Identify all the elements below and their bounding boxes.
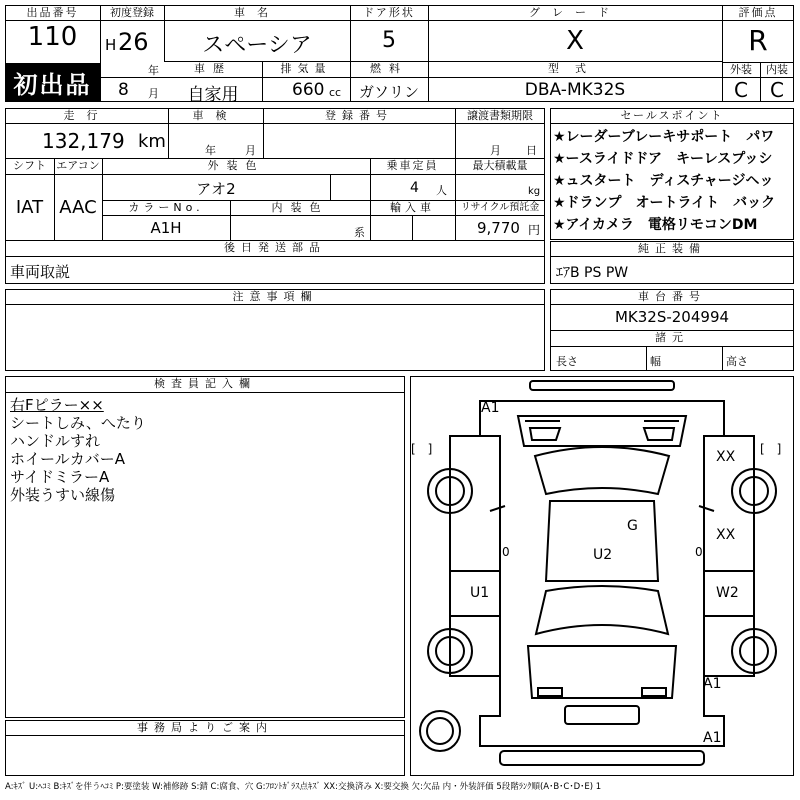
sales-line: ★ースライドドア キーレスプッシ — [553, 151, 773, 167]
office-notice-label: 事務局よりご案内 — [137, 721, 273, 734]
year-unit: 年 — [148, 64, 159, 77]
shift-label: シフト — [13, 159, 46, 172]
interior-color-unit: 系 — [354, 226, 365, 239]
registration-era: H — [105, 36, 117, 54]
chassis-number-label: 車台番号 — [638, 290, 706, 303]
height-label: 高さ — [726, 355, 748, 368]
doors: 5 — [382, 28, 396, 53]
length-label: 長さ — [556, 355, 578, 368]
inspection-label: 車検 — [192, 109, 239, 122]
inspector-line: サイドミラーA — [10, 468, 110, 486]
genuine-equipment-label: 純正装備 — [638, 242, 706, 255]
capacity-label: 乗車定員 — [386, 159, 439, 172]
interior-color-label: 内装色 — [271, 201, 329, 214]
color-no-label: カラーNo. — [128, 201, 204, 214]
inspector-notes-label: 検査員記入欄 — [154, 377, 256, 390]
door-label: ドア形状 — [363, 6, 415, 19]
grade: X — [566, 26, 584, 56]
car-name-label: 車名 — [234, 6, 280, 19]
notes-label: 注意事項欄 — [232, 290, 318, 303]
mileage: 132,179 — [42, 129, 125, 153]
sales-line: ★レーダーブレーキサポート パワ — [553, 129, 775, 145]
sales-points-lines — [553, 126, 793, 238]
model: DBA-MK32S — [524, 80, 626, 100]
inspector-line: 外装うすい線傷 — [10, 486, 116, 504]
capacity-unit: 人 — [436, 184, 447, 197]
damage-mark: XX — [716, 449, 736, 465]
later-parts-label: 後日発送部品 — [224, 241, 326, 254]
damage-mark: A1 — [703, 730, 722, 746]
svg-text:0: 0 — [502, 545, 510, 559]
lot-number-label: 出品番号 — [26, 6, 79, 19]
later-parts-value: 車両取説 — [10, 263, 71, 281]
model-label: 型式 — [548, 62, 602, 75]
car-name: スペーシア — [202, 33, 312, 58]
grade-label: グレード — [529, 6, 621, 19]
damage-mark: W2 — [716, 585, 739, 601]
inspector-line: ハンドルすれ — [10, 432, 101, 450]
lot-number: 110 — [27, 22, 78, 52]
svg-text:0: 0 — [695, 545, 703, 559]
displacement-unit: cc — [329, 86, 342, 99]
inspection-year-unit: 年 — [205, 144, 216, 157]
score-label: 評価点 — [738, 6, 778, 19]
score: R — [748, 24, 768, 57]
ac: AAC — [59, 197, 97, 218]
transfer-month-unit: 月 — [490, 144, 501, 157]
damage-mark: U2 — [593, 547, 613, 563]
chassis-number: MK32S-204994 — [614, 308, 730, 326]
recycle-fee-unit: 円 — [528, 223, 541, 237]
exterior-color-label: 外装色 — [207, 159, 265, 172]
mileage-unit: km — [138, 131, 166, 152]
width-label: 幅 — [650, 355, 661, 368]
exterior-color: アオ2 — [196, 180, 236, 198]
sales-line: ★ドランプ オートライト バック — [553, 195, 776, 211]
damage-mark: U1 — [470, 585, 490, 601]
right-bracket: [ ] — [760, 442, 782, 456]
interior-label: 内装 — [766, 63, 788, 76]
first-listing-badge-text: 初出品 — [13, 71, 92, 99]
shift: IAT — [15, 197, 44, 218]
history: 自家用 — [187, 85, 239, 105]
inspector-line: 右Fピラー×× — [10, 396, 104, 414]
transfer-day-unit: 日 — [526, 144, 537, 157]
mileage-label: 走行 — [63, 109, 110, 122]
genuine-equipment: ｴｱB PS PW — [556, 265, 629, 281]
recycle-fee-label: リサイクル預託金 — [460, 202, 540, 213]
damage-mark: XX — [716, 527, 736, 543]
displacement: 660 — [292, 80, 325, 100]
recycle-fee: 9,770 — [477, 219, 520, 237]
exterior-label: 外装 — [730, 63, 752, 76]
damage-mark: G — [627, 518, 638, 534]
sales-points-label: セールスポイント — [620, 109, 724, 122]
ac-label: エアコン — [56, 159, 100, 172]
displacement-label: 排気量 — [280, 62, 332, 75]
inspector-notes-lines — [10, 396, 400, 504]
car-diagram — [410, 376, 794, 776]
left-bracket: [ ] — [411, 442, 433, 456]
interior-grade: C — [770, 78, 784, 102]
inspector-line: ホイールカバーA — [10, 450, 125, 468]
damage-mark: A1 — [703, 676, 722, 692]
exterior-grade: C — [734, 78, 748, 102]
history-label: 車歴 — [194, 62, 232, 75]
inspection-month-unit: 月 — [245, 144, 256, 157]
registration-number-label: 登録番号 — [325, 109, 393, 122]
inspector-line: シートしみ、へたり — [10, 414, 146, 432]
fuel: ガソリン — [358, 83, 419, 101]
transfer-deadline-label: 譲渡書類期限 — [467, 109, 533, 122]
first-registration-label: 初度登録 — [110, 6, 154, 19]
sales-line: ★ュスタート ディスチャージヘッ — [553, 173, 774, 189]
max-load-unit: kg — [528, 186, 541, 197]
registration-month: 8 — [118, 80, 129, 100]
spec-label: 諸元 — [655, 331, 689, 344]
month-unit: 月 — [148, 87, 159, 100]
color-no: A1H — [150, 219, 182, 237]
capacity: 4 — [410, 180, 419, 196]
registration-year: 26 — [118, 28, 149, 56]
max-load-label: 最大積載量 — [472, 159, 528, 172]
sales-line: ★アイカメラ 電格リモコンDM — [553, 217, 758, 233]
import-label: 輸入車 — [390, 201, 435, 214]
legend: A:ｷｽﾞ U:ﾍｺﾐ B:ｷｽﾞを伴うﾍｺﾐ P:要塗装 W:補修跡 S:錆 C:腐食、穴 G:ﾌﾛﾝﾄｶﾞﾗｽ点ｷｽﾞ XX:交換済み X:要交換 欠:欠品 内・外装評価 5段階ﾗﾝｸ順(A･B･C･D･E) 1 — [5, 782, 602, 792]
damage-mark: A1 — [481, 400, 500, 416]
fuel-label: 燃料 — [370, 62, 408, 75]
